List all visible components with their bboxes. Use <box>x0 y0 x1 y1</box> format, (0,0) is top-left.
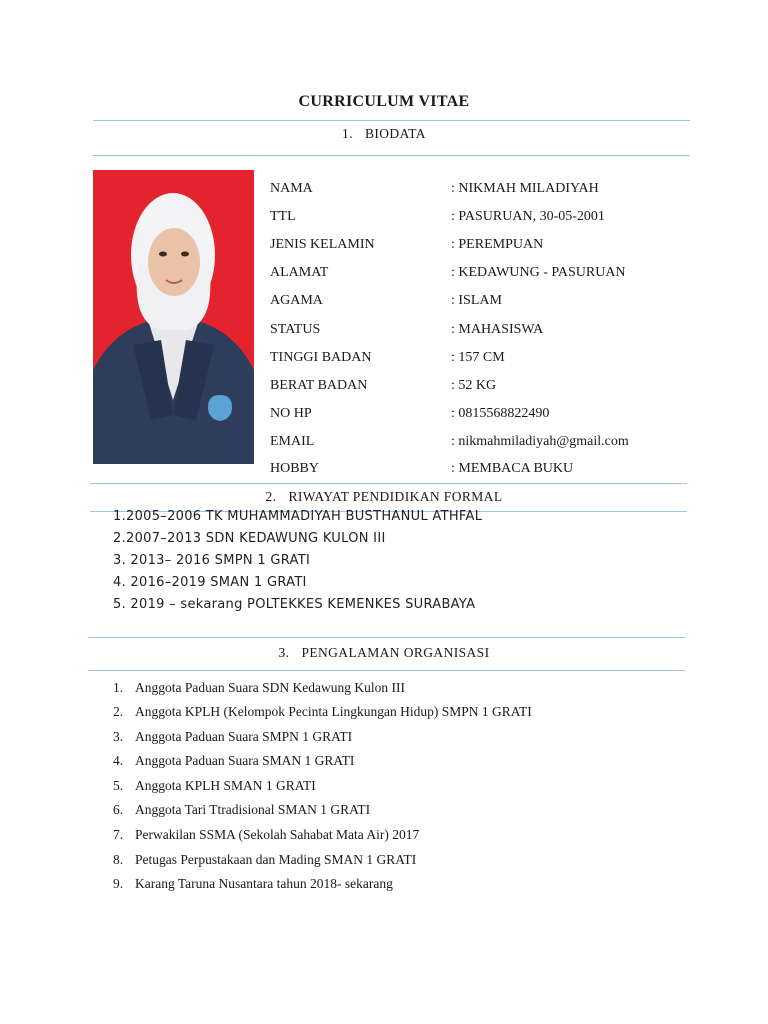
organization-item <box>113 876 393 892</box>
education-item: 4. 2016–2019 SMAN 1 GRATI <box>113 575 307 590</box>
divider-line <box>90 483 687 484</box>
list-number: 8. <box>113 852 124 867</box>
portrait-illustration <box>93 170 254 464</box>
organization-text: Petugas Perpustakaan dan Mading SMAN 1 GRATI <box>135 852 417 867</box>
biodata-label: JENIS KELAMIN <box>270 237 375 252</box>
list-number: 5. <box>113 778 124 793</box>
biodata-label: AGAMA <box>270 293 323 308</box>
education-item: 3. 2013– 2016 SMPN 1 GRATI <box>113 553 311 568</box>
section-title: BIODATA <box>364 126 426 141</box>
list-number: 9. <box>113 876 124 891</box>
biodata-value: : NIKMAH MILADIYAH <box>451 181 599 196</box>
biodata-label: NO HP <box>270 406 312 421</box>
document-title: CURRICULUM VITAE <box>298 93 470 110</box>
biodata-label: TTL <box>270 209 296 224</box>
divider-line <box>88 637 685 638</box>
organization-item <box>113 729 352 745</box>
organization-text: Karang Taruna Nusantara tahun 2018- sekarang <box>135 876 393 891</box>
biodata-value: : PEREMPUAN <box>451 237 544 252</box>
biodata-label: TINGGI BADAN <box>270 350 372 365</box>
organization-text: Anggota Tari Ttradisional SMAN 1 GRATI <box>135 802 371 817</box>
section-number: 1. <box>342 126 353 141</box>
section-title: PENGALAMAN ORGANISASI <box>301 645 490 660</box>
organization-item <box>113 680 405 696</box>
organization-text: Anggota Paduan Suara SMAN 1 GRATI <box>135 753 355 768</box>
section-header-biodata <box>0 126 768 142</box>
biodata-value: : KEDAWUNG - PASURUAN <box>451 265 626 280</box>
biodata-label: HOBBY <box>270 461 320 476</box>
education-item: 1.2005–2006 TK MUHAMMADIYAH BUSTHANUL ATHFAL <box>113 509 483 524</box>
section-header-education <box>0 489 768 505</box>
biodata-value: : PASURUAN, 30-05-2001 <box>451 209 605 224</box>
section-title: RIWAYAT PENDIDIKAN FORMAL <box>288 489 503 504</box>
biodata-label: STATUS <box>270 322 321 337</box>
biodata-value: : ISLAM <box>451 293 502 308</box>
biodata-value: : MEMBACA BUKU <box>451 461 574 476</box>
profile-photo <box>93 170 254 464</box>
list-number: 7. <box>113 827 124 842</box>
organization-item <box>113 802 370 818</box>
divider-line <box>93 120 690 121</box>
organization-text: Anggota KPLH SMAN 1 GRATI <box>135 778 316 793</box>
biodata-label: BERAT BADAN <box>270 378 368 393</box>
list-number: 1. <box>113 680 124 695</box>
organization-text: Perwakilan SSMA (Sekolah Sahabat Mata Air) 2017 <box>135 827 420 842</box>
education-item: 5. 2019 – sekarang POLTEKKES KEMENKES SURABAYA <box>113 597 476 612</box>
organization-item <box>113 704 532 720</box>
organization-item <box>113 778 316 794</box>
biodata-value: : 0815568822490 <box>451 406 550 421</box>
list-number: 6. <box>113 802 124 817</box>
biodata-label: NAMA <box>270 181 313 196</box>
section-number: 3. <box>278 645 290 660</box>
divider-line <box>93 155 690 156</box>
biodata-label: EMAIL <box>270 434 315 449</box>
section-header-organization <box>0 645 768 661</box>
organization-item <box>113 827 419 843</box>
education-item: 2.2007–2013 SDN KEDAWUNG KULON III <box>113 531 386 546</box>
list-number: 2. <box>113 704 124 719</box>
divider-line <box>88 670 685 671</box>
biodata-value: : nikmahmiladiyah@gmail.com <box>451 434 629 449</box>
biodata-label: ALAMAT <box>270 265 329 280</box>
biodata-value: : MAHASISWA <box>451 322 544 337</box>
section-number: 2. <box>265 489 277 504</box>
organization-text: Anggota Paduan Suara SDN Kedawung Kulon III <box>135 680 405 695</box>
list-number: 3. <box>113 729 124 744</box>
organization-text: Anggota Paduan Suara SMPN 1 GRATI <box>135 729 353 744</box>
organization-item <box>113 852 416 868</box>
list-number: 4. <box>113 753 124 768</box>
organization-item <box>113 753 354 769</box>
biodata-value: : 157 CM <box>451 350 505 365</box>
biodata-value: : 52 KG <box>451 378 497 393</box>
organization-text: Anggota KPLH (Kelompok Pecinta Lingkungan Hidup) SMPN 1 GRATI <box>135 704 532 719</box>
